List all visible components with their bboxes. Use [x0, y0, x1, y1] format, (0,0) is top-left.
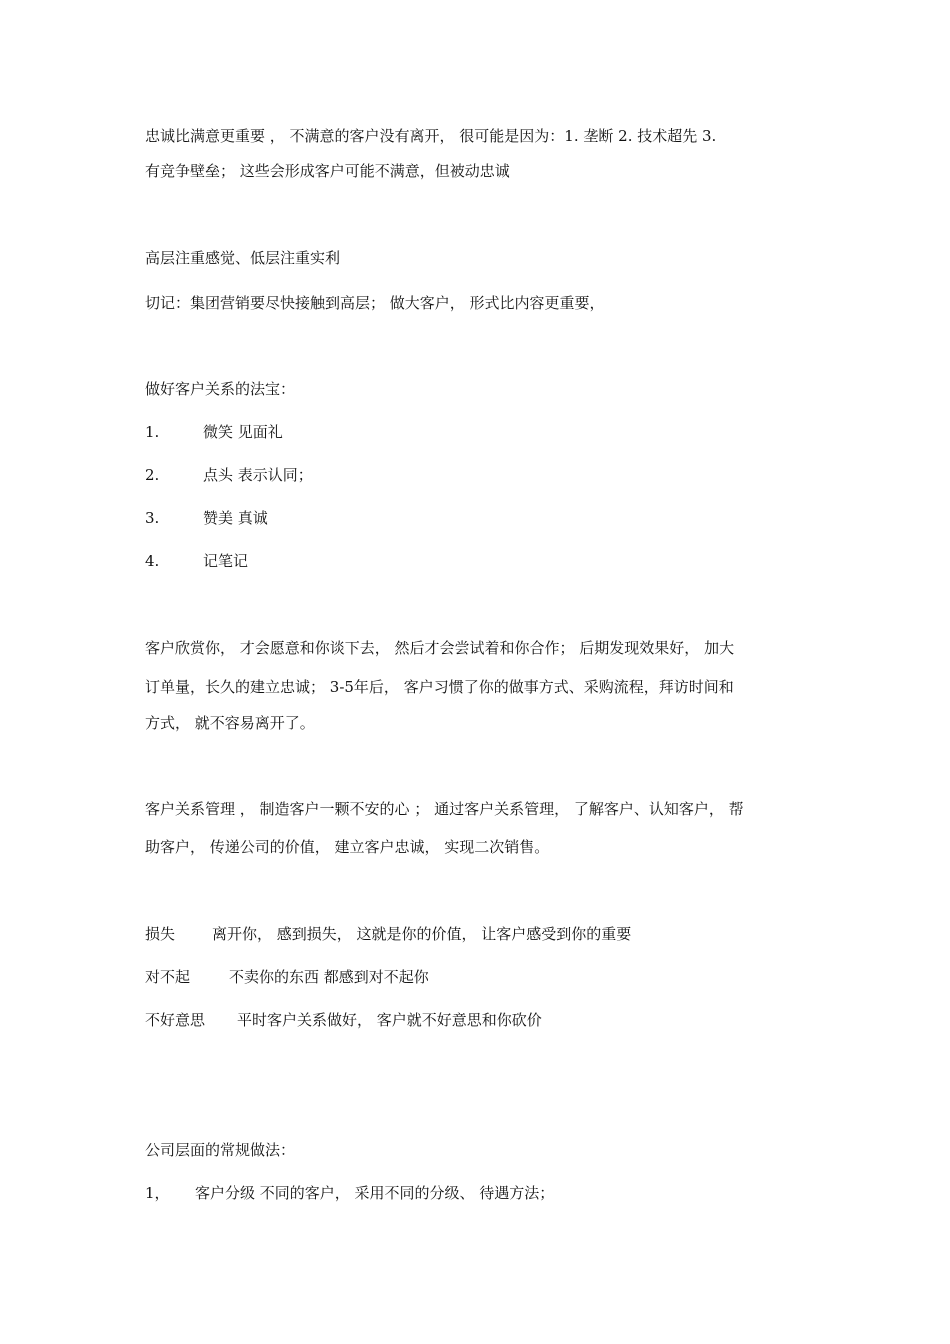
list-item-text: 记笔记	[203, 552, 249, 570]
paragraph-appreciate-line-3: 方式， 就不容易离开了。	[145, 714, 315, 732]
feeling-row	[145, 924, 631, 944]
treasure-title: 做好客户关系的法宝：	[145, 380, 296, 398]
paragraph-remember: 切记：集团营销要尽快接触到高层； 做大客户， 形式比内容更重要，	[145, 294, 605, 312]
feeling-term: 损失	[145, 925, 176, 943]
paragraph-loyalty-line-2: 有竞争壁垒； 这些会形成客户可能不满意，但被动忠诚	[145, 162, 510, 180]
paragraph-crm-line-2: 助客户， 传递公司的价值， 建立客户忠诚， 实现二次销售。	[145, 838, 550, 856]
list-item	[145, 508, 268, 528]
paragraph-senior: 高层注重感觉、低层注重实利	[145, 249, 341, 267]
feeling-text: 不卖你的东西 都感到对不起你	[229, 968, 429, 986]
list-item-number: 3.	[145, 509, 160, 527]
paragraph-appreciate-line-1: 客户欣赏你， 才会愿意和你谈下去， 然后才会尝试着和你合作； 后期发现效果好， 加大	[145, 639, 735, 657]
paragraph-appreciate-line-2: 订单量，长久的建立忠诚； 3-5年后， 客户习惯了你的做事方式、采购流程，拜访时间和	[145, 678, 734, 696]
feeling-term: 对不起	[145, 968, 191, 986]
feeling-text: 离开你， 感到损失， 这就是你的价值， 让客户感受到你的重要	[212, 925, 632, 943]
list-item-text: 点头 表示认同；	[203, 466, 313, 484]
list-item-number: 2.	[145, 466, 160, 484]
list-item-text: 微笑 见面礼	[203, 423, 283, 441]
feeling-term: 不好意思	[145, 1011, 206, 1029]
list-item	[145, 422, 283, 442]
company-title: 公司层面的常规做法：	[145, 1141, 296, 1159]
list-item	[145, 551, 248, 571]
list-item-number: 4.	[145, 552, 160, 570]
list-item-number: 1.	[145, 423, 160, 441]
feeling-row	[145, 967, 429, 987]
paragraph-loyalty-line-1: 忠诚比满意更重要 ， 不满意的客户没有离开， 很可能是因为：1. 垄断 2. 技术超先 3.	[145, 127, 717, 145]
feeling-row	[145, 1010, 542, 1030]
feeling-text: 平时客户关系做好， 客户就不好意思和你砍价	[237, 1011, 542, 1029]
paragraph-crm-line-1: 客户关系管理 ， 制造客户一颗不安的心 ； 通过客户关系管理， 了解客户、认知客户， 帮	[145, 800, 744, 818]
list-item-text: 客户分级 不同的客户， 采用不同的分级、 待遇方法；	[195, 1184, 555, 1202]
list-item-text: 赞美 真诚	[203, 509, 268, 527]
list-item	[145, 465, 313, 485]
list-item-number: 1，	[145, 1184, 170, 1202]
list-item	[145, 1183, 554, 1203]
